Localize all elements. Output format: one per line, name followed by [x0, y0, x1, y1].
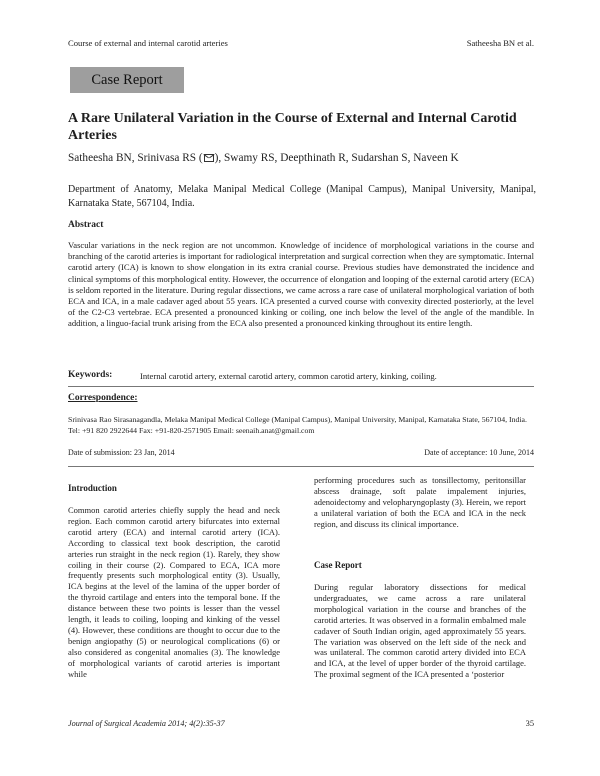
keywords-text: Internal carotid artery, external carotid artery, common carotid artery, kinking, coiling.	[140, 371, 437, 381]
article-title: A Rare Unilateral Variation in the Course of External and Internal Carotid Arteries	[68, 111, 517, 143]
correspondence-heading: Correspondence:	[68, 393, 138, 403]
author-list	[68, 152, 538, 164]
divider	[68, 386, 534, 387]
envelope-icon	[204, 154, 214, 162]
introduction-text: Common carotid arteries chiefly supply the head and neck region. Each common carotid artery bifurcates into external carotid artery (ECA) and internal carotid artery (ICA). According to classical text book description, the carotid arteries run straight in the neck region (1). Rarely, they show coiling in their course (2). Compared to ECA, ICA more frequently presents such morphological entity (3). Usually, ICA begins at the level of the lamina of the upper border of the thyroid cartilage and enters into the temporal bone. If the distance between these two points is lesser than the vessel length, it leads to coiling, looping and kinking of the vessel (4). However, these conditions are thought to occur due to the benign angiopathy (5) or neurological complications (6) or also considered as congenital anomalies (3). The knowledge of morphological variants of carotid arteries is important while	[68, 505, 280, 679]
abstract-text: Vascular variations in the neck region are not uncommon. Knowledge of incidence of morphological variations in the course and branching of the carotid arteries is important for radiological interpretation and surgical correction when they are symptomatic. Internal carotid artery (ICA) is known to show elongation in its extra cranial course. Previous studies have demonstrated the incidence and clinical symptoms of this morphological entity. However, the occurrence of elongation and looping of the external carotid artery (ECA) is seldom reported in the literature. During regular dissections, we came across a rare case of unilateral morphological variation of both ECA and ICA, in a male cadaver aged about 55 years. ICA presented a curved course with convexity directed posteriorly, at the level of the C2-C3 vertebrae. ECA presented a pronounced kinking or coiling, one inch below the level of the angle of the mandible. In addition, a linguo-facial trunk arising from the ECA also presented a pronounced kinking throughout its entire length.	[68, 240, 534, 329]
abstract-heading: Abstract	[68, 220, 104, 230]
case-report-heading: Case Report	[314, 560, 362, 570]
article-type-label: Case Report	[91, 71, 163, 88]
page-number: 35	[525, 719, 534, 728]
running-title: Course of external and internal carotid arteries	[68, 38, 228, 48]
case-report-text: During regular laboratory dissections for medical undergraduates, we came across a rare unilateral morphological variation in the course and branches of the carotid arteries. It was observed in a formalin embalmed male cadaver of South Indian origin, aged approximately 55 years. The variation was observed on the left side of the neck and was unilateral. The common carotid artery divided into ECA and ICA, at the level of upper border of the thyroid cartilage. The proximal segment of the ICA presented a ‘posterior	[314, 582, 526, 680]
authors-part-2: ), Swamy RS, Deepthinath R, Sudarshan S, Naveen K	[214, 152, 459, 164]
introduction-heading: Introduction	[68, 483, 117, 493]
affiliation: Department of Anatomy, Melaka Manipal Medical College (Manipal Campus), Manipal University, Manipal, Karnataka State, 567104, India.	[68, 184, 536, 209]
introduction-continuation: performing procedures such as tonsillectomy, peritonsillar abscess drainage, soft palate impalement injuries, adenoidectomy and velopharyngoplasty (3). Herein, we report a unilateral variation of both the ECA and ICA in the neck region, and discuss its clinical importance.	[314, 475, 526, 529]
journal-citation: Journal of Surgical Academia 2014; 4(2):35-37	[68, 719, 225, 728]
article-type-badge	[70, 67, 184, 93]
correspondence-text: Srinivasa Rao Sirasanagandla, Melaka Manipal Medical College (Manipal Campus), Manipal University, Manipal, Karnataka State, 567104, India. Tel: +91 820 2922644 Fax: +91-820-2571905 Email: seenaih.anat@gmail.com	[68, 415, 527, 435]
authors-part-1: Satheesha BN, Srinivasa RS (	[68, 152, 203, 164]
running-authors: Satheesha BN et al.	[466, 38, 534, 48]
submission-date: Date of submission: 23 Jan, 2014	[68, 448, 175, 457]
keywords-label: Keywords:	[68, 370, 113, 380]
divider	[68, 466, 534, 467]
acceptance-date: Date of acceptance: 10 June, 2014	[424, 448, 534, 457]
